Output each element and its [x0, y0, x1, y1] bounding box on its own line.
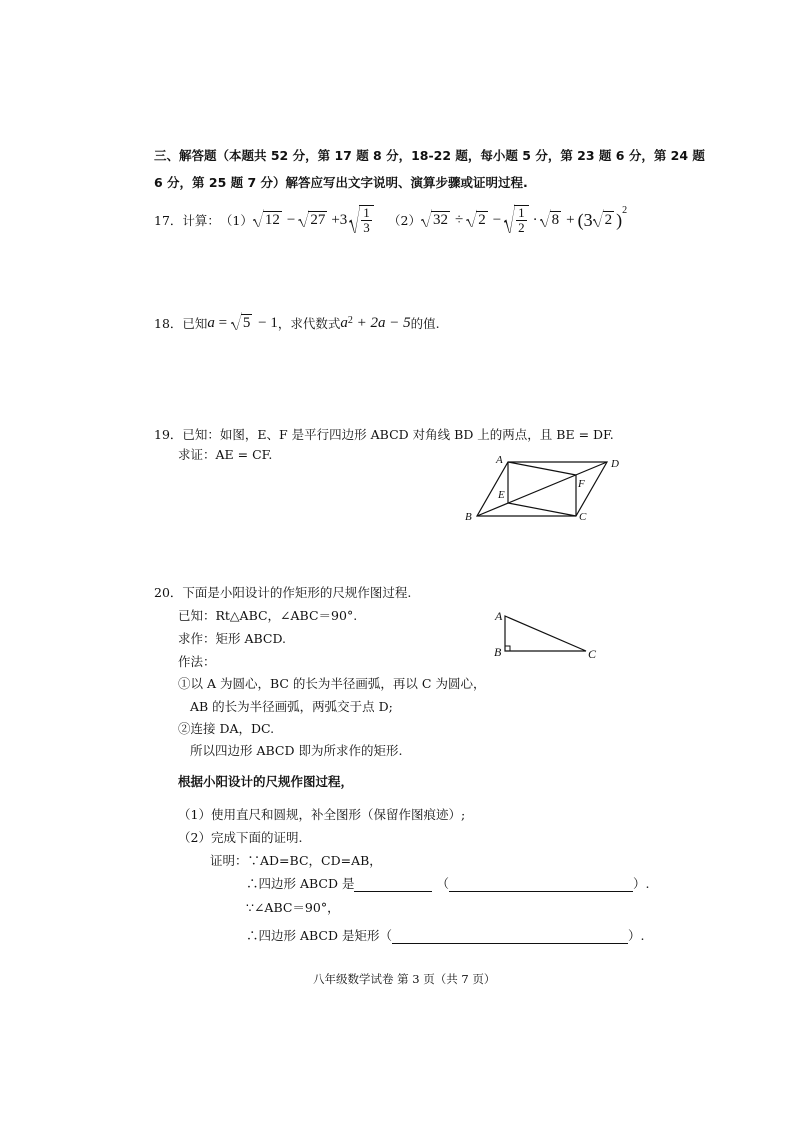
q17-p2-radicand4: 2 [604, 212, 613, 228]
q17-p2-radicand2: 2 [478, 212, 486, 228]
label-a: A [495, 609, 503, 623]
q20-task1: （1）使用直尺和圆规，补全图形（保留作图痕迹）; [178, 807, 466, 822]
q20-proof2-paren-close: ）. [633, 876, 650, 891]
q17-number: 17．计算： [154, 213, 220, 228]
q20-step1b: AB 的长为半径画弧，两弧交于点 D; [190, 699, 393, 714]
q20-line1: 20．下面是小阳设计的作矩形的尺规作图过程. [154, 585, 412, 600]
q17-p2-paren-close: ) [616, 209, 623, 230]
q20-method: 作法： [178, 654, 216, 669]
q17-p2-paren-open: (3 [577, 209, 593, 230]
q18-poly-a: a [340, 314, 348, 331]
q18-minus-one: − 1 [254, 314, 278, 331]
q20-proof2-paren-open: （ [436, 876, 449, 891]
section-title-line1: 三、解答题（本题共 52 分，第 17 题 8 分，18-22 题，每小题 5 分，第 23 题 6 分，第 24 题 [154, 148, 705, 163]
section-title-line2: 6 分，第 25 题 7 分）解答应写出文字说明、演算步骤或证明过程. [154, 175, 528, 190]
q20-step1a: ①以 A 为圆心，BC 的长为半径画弧，再以 C 为圆心， [178, 676, 486, 691]
q20-proof3: ∵∠ABC＝90°， [246, 900, 340, 915]
question-17-part2 [388, 205, 627, 235]
label-d: D [611, 458, 619, 470]
q17-p2-radicand3: 8 [551, 212, 560, 228]
answer-blank-2[interactable] [449, 877, 633, 892]
segment-af [508, 462, 576, 475]
q20-proof1: 证明：∵AD=BC，CD=AB， [210, 853, 382, 868]
q17-p1-frac-num: 1 [363, 205, 370, 220]
q20-proof2 [246, 874, 649, 892]
q19-parallelogram-figure [455, 450, 635, 528]
q18-mid-text: ，求代数式 [277, 316, 341, 331]
page-footer: 八年级数学试卷 第 3 页（共 7 页） [313, 972, 496, 986]
q18-poly-rest: + 2a − 5 [352, 314, 411, 331]
q18-var-a: a [207, 314, 215, 331]
q20-proof4-paren-close: ）. [627, 928, 645, 943]
label-a: A [496, 454, 503, 466]
q20-conclusion: 所以四边形 ABCD 即为所求作的矩形. [190, 743, 403, 758]
label-c: C [579, 511, 587, 523]
q18-number: 18．已知 [154, 316, 208, 331]
q20-construct: 求作：矩形 ABCD. [178, 631, 287, 646]
label-c: C [588, 647, 597, 661]
answer-blank-1[interactable] [354, 877, 432, 892]
q18-radicand: 5 [242, 315, 251, 331]
segment-ec [508, 503, 576, 516]
q19-line2: 求证：AE = CF. [178, 447, 273, 462]
q17-p1-frac-den: 3 [363, 220, 370, 235]
q20-proof2-text: ∴四边形 ABCD 是 [246, 876, 355, 891]
question-17 [154, 205, 376, 235]
q17-p2-dot: · [532, 211, 538, 228]
label-b: B [494, 645, 502, 659]
answer-blank-3[interactable] [392, 929, 628, 944]
q17-p2-frac-den: 2 [518, 220, 525, 235]
q20-given: 已知：Rt△ABC，∠ABC＝90°. [178, 608, 358, 623]
q18-end-text: 的值. [410, 316, 440, 331]
q20-right-triangle-figure [490, 606, 602, 662]
q18-eq: = [214, 314, 231, 331]
q17-p1-radicand2: 27 [310, 212, 326, 228]
q17-part2-label: （2） [388, 213, 421, 228]
label-f: F [578, 478, 585, 490]
right-angle-mark [505, 646, 510, 651]
q17-p2-exponent: 2 [622, 205, 628, 216]
diagonal-bd [477, 462, 607, 516]
q17-p2-minus: − [492, 211, 502, 228]
q17-p2-div: ÷ [454, 211, 464, 228]
q19-line1: 19．已知：如图，E、F 是平行四边形 ABCD 对角线 BD 上的两点，且 BE = DF. [154, 427, 614, 442]
q20-task2: （2）完成下面的证明. [178, 830, 303, 845]
q20-instruction: 根据小阳设计的尺规作图过程， [178, 774, 354, 789]
q18-poly-exp: 2 [347, 314, 353, 326]
q17-part1-label: （1） [219, 213, 253, 228]
q20-step2: ②连接 DA，DC. [178, 721, 275, 736]
q20-proof4-text: ∴四边形 ABCD 是矩形（ [246, 928, 392, 943]
q18-polynomial [340, 315, 410, 332]
q17-p2-plus: + [566, 211, 575, 228]
q20-proof4 [246, 926, 644, 944]
q17-p1-minus: − [286, 211, 296, 228]
q17-p1-plus: +3 [331, 211, 348, 228]
q17-part2-expression [421, 205, 627, 235]
q17-p1-radicand1: 12 [264, 212, 280, 228]
triangle-abc [505, 616, 586, 651]
q17-part1-expression [253, 205, 376, 235]
q18-expression [207, 314, 277, 332]
q17-p2-radicand1: 32 [432, 212, 448, 228]
q17-p2-frac-num: 1 [518, 205, 525, 220]
question-18 [154, 314, 440, 332]
label-b: B [465, 511, 472, 523]
label-e: E [498, 489, 505, 501]
